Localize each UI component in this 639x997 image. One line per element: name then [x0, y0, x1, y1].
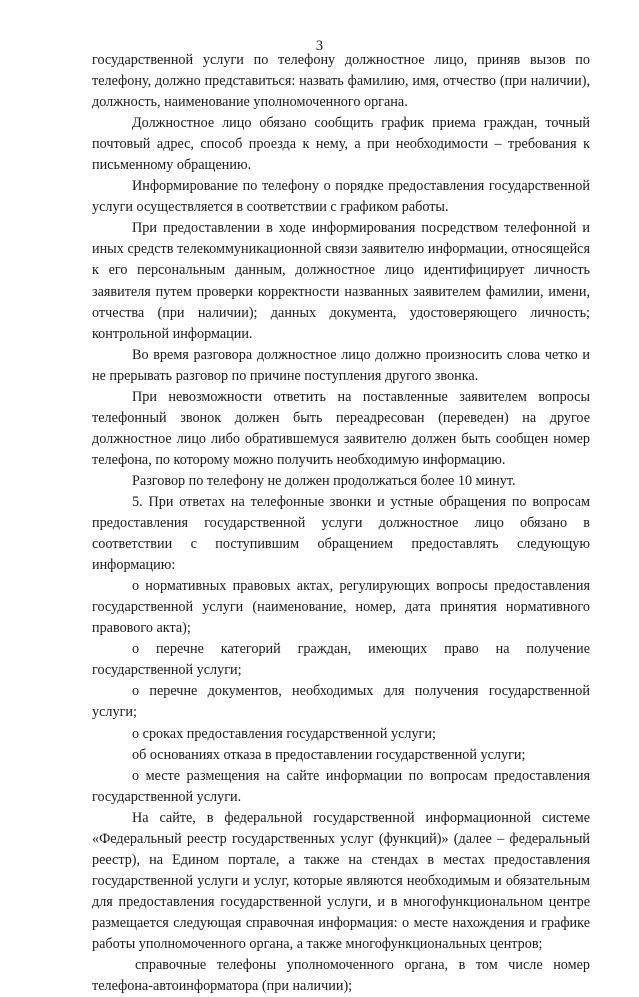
paragraph: государственной услуги по телефону должностное лицо, приняв вызов по телефону, должно представиться: назвать фамилию, имя, отчество (при наличии), должность, наименование уполномоченного органа. [92, 52, 590, 111]
list-item: о сроках предоставления государственной услуги; [132, 725, 436, 742]
list-item: о нормативных правовых актах, регулирующих вопросы предоставления государственной услуги (наименование, номер, дата принятия нормативного правового акта); [92, 578, 590, 637]
list-item: об основаниях отказа в предоставлении государственной услуги; [132, 746, 526, 763]
list-item: о месте размещения на сайте информации по вопросам предоставления государственной услуги. [92, 767, 590, 805]
paragraph: На сайте, в федеральной государственной информационной системе «Федеральный реестр государственных услуг (функций)» (далее – федеральный реестр), на Едином портале, а также на стендах в местах предоставления государственной услуги и услуг, которые являются необходимым и обязательным для предоставления государственной услуги, и в многофункциональном центре размещается следующая справочная информация: о месте нахождения и графике работы уполномоченного органа, а также многофункциональных центров; [92, 809, 590, 952]
page-number: 3 [315, 38, 324, 54]
paragraph: При предоставлении в ходе информирования посредством телефонной и иных средств телекоммуникационной связи заявителю информации, относящейся к его персональным данным, должностное лицо идентифицирует личность заявителя путем проверки корректности названных заявителем фамилии, имени, отчества (при наличии); данных документа, удостоверяющего личность; контрольной информации. [92, 220, 590, 342]
document-body [92, 50, 590, 997]
paragraph: справочные телефоны уполномоченного органа, в том числе номер телефона-автоинформатора (при наличии); [92, 957, 590, 995]
list-item: о перечне документов, необходимых для получения государственной услуги; [92, 683, 590, 721]
paragraph: 5. При ответах на телефонные звонки и устные обращения по вопросам предоставления государственной услуги должностное лицо обязано в соответствии с поступившим обращением предоставлять следующую информацию: [92, 493, 590, 574]
paragraph: Должностное лицо обязано сообщить график приема граждан, точный почтовый адрес, способ проезда к нему, а при необходимости – требования к письменному обращению. [92, 115, 590, 174]
paragraph: Информирование по телефону о порядке предоставления государственной услуги осуществляется в соответствии с графиком работы. [92, 178, 590, 216]
paragraph: При невозможности ответить на поставленные заявителем вопросы телефонный звонок должен быть переадресован (переведен) на другое должностное лицо либо обратившемуся заявителю должен быть сообщен номер телефона, по которому можно получить необходимую информацию. [92, 388, 590, 468]
list-item: о перечне категорий граждан, имеющих право на получение государственной услуги; [92, 641, 590, 679]
paragraph: Разговор по телефону не должен продолжаться более 10 минут. [132, 472, 516, 489]
paragraph: Во время разговора должностное лицо должно произносить слова четко и не прерывать разговор по причине поступления другого звонка. [92, 346, 590, 384]
